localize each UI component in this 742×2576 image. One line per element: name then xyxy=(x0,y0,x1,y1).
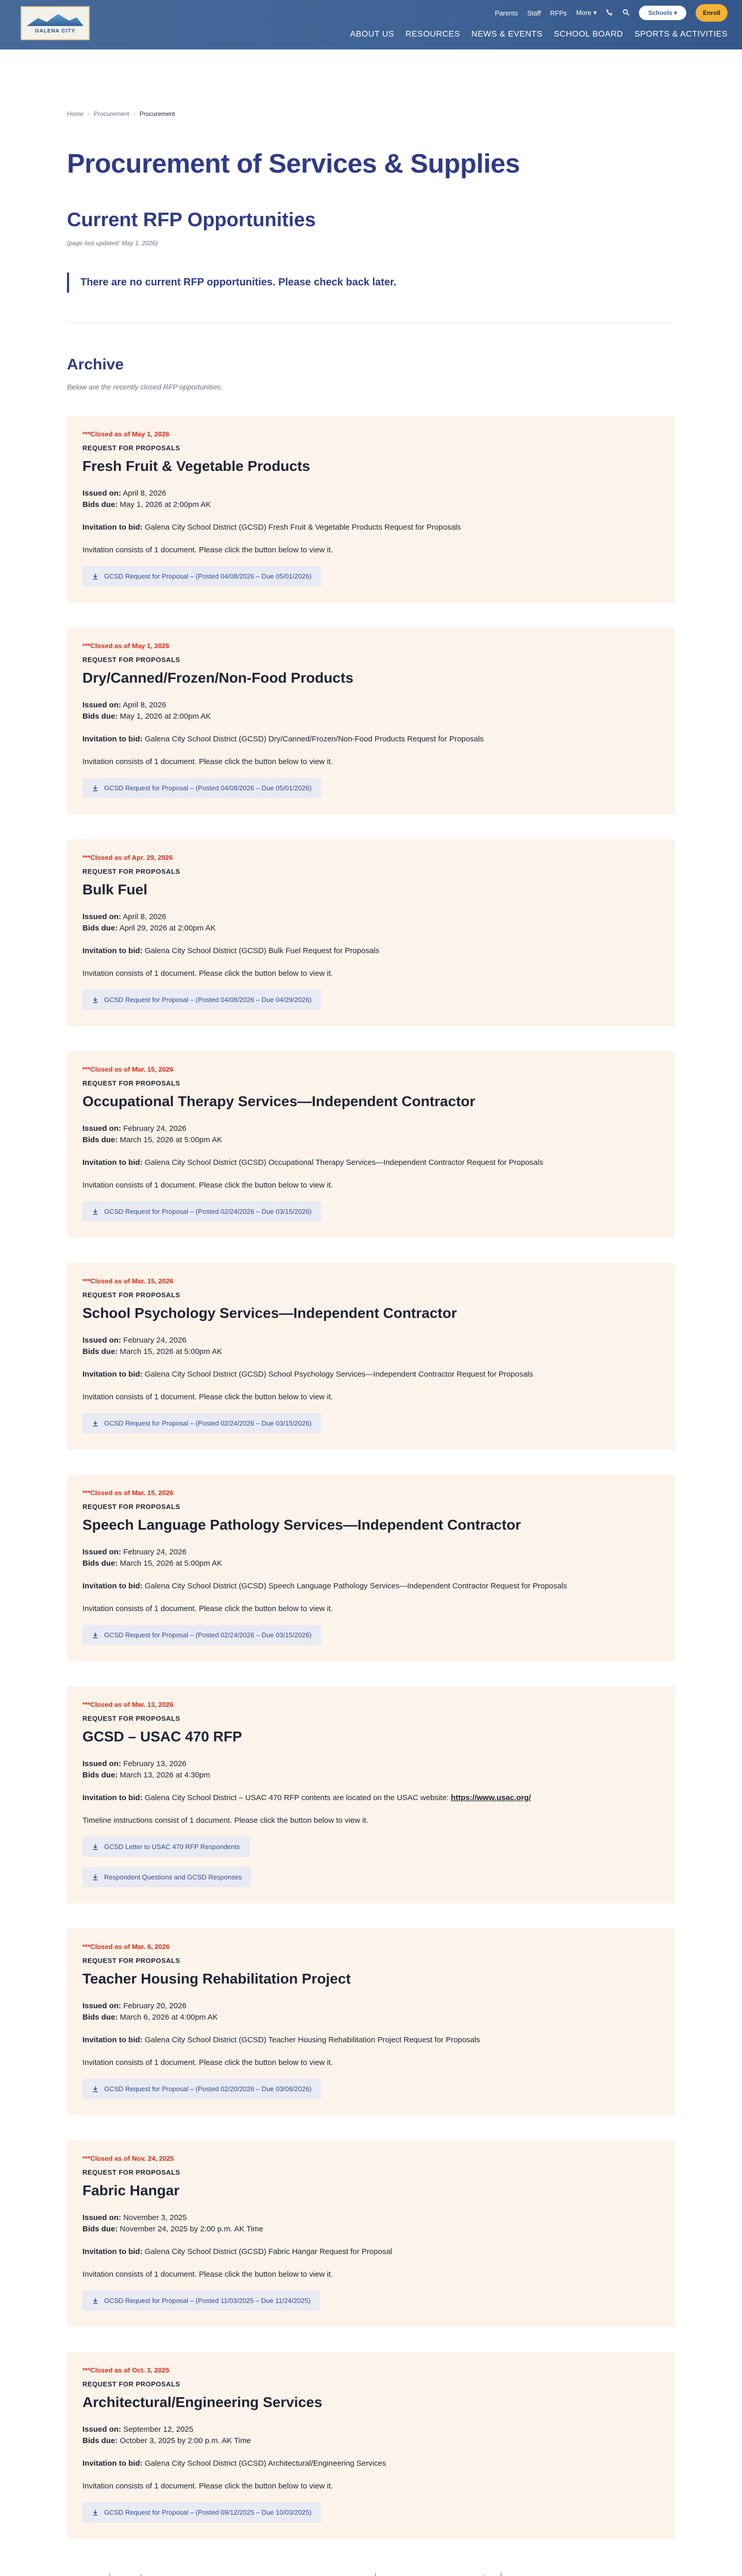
due-label: Bids due: xyxy=(82,2013,118,2022)
document-buttons xyxy=(82,556,660,586)
download-icon xyxy=(92,1632,99,1639)
closed-notice: ***Closed as of May 1, 2026 xyxy=(82,430,170,438)
issued-value: April 8, 2026 xyxy=(123,489,166,498)
rfp-dates xyxy=(82,911,660,934)
nav-about-us[interactable]: ABOUT US xyxy=(350,30,394,39)
rfp-dates xyxy=(82,700,660,722)
document-count: Invitation consists of 1 document. Please click the button below to view it. xyxy=(82,2270,333,2279)
rfp-dates xyxy=(82,488,660,511)
schools-label: Schools xyxy=(648,9,672,16)
issued-on xyxy=(82,911,660,923)
issued-value: November 3, 2025 xyxy=(123,2213,187,2222)
search-icon[interactable] xyxy=(622,9,630,18)
rfp-title: Speech Language Pathology Services—Independent Contractor xyxy=(82,1517,521,1533)
closed-notice: ***Closed as of Mar. 13, 2026 xyxy=(82,1701,174,1708)
rfp-title: Bulk Fuel xyxy=(82,882,148,897)
rfp-type: REQUEST FOR PROPOSALS xyxy=(82,1291,180,1299)
invite-value: Galena City School District – USAC 470 RFP contents are located on the USAC website: xyxy=(144,1793,449,1802)
invite-label: Invitation to bid: xyxy=(82,1158,143,1167)
due-value: October 3, 2025 by 2:00 p.m. AK Time xyxy=(120,2436,251,2445)
issued-value: April 8, 2026 xyxy=(123,912,166,921)
utility-nav xyxy=(495,4,728,22)
issued-label: Issued on: xyxy=(82,912,122,921)
download-document-button[interactable] xyxy=(82,1201,321,1222)
rfp-type: REQUEST FOR PROPOSALS xyxy=(82,1503,180,1511)
tree-shape xyxy=(133,2573,149,2576)
rfp-card xyxy=(67,416,675,603)
rfp-dates xyxy=(82,1547,660,1569)
document-buttons xyxy=(82,979,660,1010)
issued-label: Issued on: xyxy=(82,2425,122,2434)
breadcrumb-procurement[interactable]: Procurement xyxy=(94,110,129,117)
download-icon xyxy=(92,1874,99,1881)
closed-notice: ***Closed as of Mar. 15, 2026 xyxy=(82,1489,174,1497)
rfp-card xyxy=(67,2352,675,2539)
invitation-to-bid xyxy=(82,2246,660,2258)
document-count: Invitation consists of 1 document. Please click the button below to view it. xyxy=(82,1393,333,1401)
rfp-card xyxy=(67,1475,675,1662)
closed-notice: ***Closed as of Mar. 15, 2026 xyxy=(82,1277,174,1285)
download-document-button[interactable] xyxy=(82,1867,251,1887)
download-document-button[interactable] xyxy=(82,2502,321,2522)
rfp-dates xyxy=(82,1123,660,1146)
archive-subtitle: Below are the recently closed RFP opportunities. xyxy=(67,383,223,391)
rfp-title: School Psychology Services—Independent Contractor xyxy=(82,1305,457,1321)
due-label: Bids due: xyxy=(82,1347,118,1356)
issued-on xyxy=(82,1335,660,1346)
issued-label: Issued on: xyxy=(82,1124,122,1133)
nav-school-board[interactable]: SCHOOL BOARD xyxy=(553,30,623,39)
invite-value: Galena City School District (GCSD) School Psychology Services—Independent Contractor Request for Proposals xyxy=(144,1370,533,1379)
invite-label: Invitation to bid: xyxy=(82,2036,143,2044)
more-label: More xyxy=(576,9,592,16)
download-document-button[interactable] xyxy=(82,2291,320,2311)
closed-notice: ***Closed as of Apr. 29, 2026 xyxy=(82,854,173,861)
rfp-dates xyxy=(82,2424,660,2447)
closed-notice: ***Closed as of Mar. 15, 2026 xyxy=(82,1065,174,1073)
logo-text: GALENA CITY xyxy=(35,28,76,34)
due-label: Bids due: xyxy=(82,1771,118,1780)
schools-dropdown-button[interactable]: Schools ▾ xyxy=(639,6,686,20)
rfp-dates xyxy=(82,2001,660,2023)
no-rfp-notice: There are no current RFP opportunities. Please check back later. xyxy=(67,273,675,293)
bids-due xyxy=(82,923,660,934)
download-document-button[interactable] xyxy=(82,778,321,798)
document-buttons xyxy=(82,2069,660,2099)
bids-due xyxy=(82,1346,660,1358)
bids-due xyxy=(82,711,660,722)
tree-shape xyxy=(477,2573,492,2576)
document-button-label: GCSD Request for Proposal – (Posted 02/24/2026 – Due 03/15/2026) xyxy=(104,1631,312,1639)
util-link-staff[interactable]: Staff xyxy=(527,9,541,17)
rfp-card xyxy=(67,1051,675,1238)
rfp-title: GCSD – USAC 470 RFP xyxy=(82,1728,242,1744)
invite-label: Invitation to bid: xyxy=(82,946,143,955)
due-value: March 15, 2026 at 5:00pm AK xyxy=(120,1347,222,1356)
rfp-title: Fresh Fruit & Vegetable Products xyxy=(82,458,310,474)
issued-label: Issued on: xyxy=(82,701,122,709)
main-content xyxy=(0,49,742,2539)
bids-due xyxy=(82,2224,660,2235)
issued-label: Issued on: xyxy=(82,2002,122,2010)
document-buttons xyxy=(82,1403,660,1433)
issued-on xyxy=(82,2424,660,2435)
bids-due xyxy=(82,2012,660,2023)
download-document-button[interactable] xyxy=(82,990,321,1010)
issued-on xyxy=(82,2212,660,2224)
due-label: Bids due: xyxy=(82,712,118,721)
document-button-label: GCSD Request for Proposal – (Posted 02/20/2026 – Due 03/06/2026) xyxy=(104,2085,312,2093)
document-buttons xyxy=(82,1615,660,1645)
download-icon xyxy=(92,573,99,580)
issued-on xyxy=(82,700,660,711)
rfp-type: REQUEST FOR PROPOSALS xyxy=(82,656,180,664)
invitation-to-bid xyxy=(82,522,660,533)
rfp-title: Architectural/Engineering Services xyxy=(82,2394,323,2410)
download-icon xyxy=(92,2297,99,2304)
document-button-label: Respondent Questions and GCSD Responses xyxy=(104,1873,242,1881)
closed-notice: ***Closed as of Oct. 3, 2025 xyxy=(82,2366,170,2374)
download-icon xyxy=(92,1420,99,1427)
issued-value: February 13, 2026 xyxy=(123,1759,187,1768)
issued-on xyxy=(82,1547,660,1558)
breadcrumb-home[interactable]: Home xyxy=(67,110,84,117)
breadcrumb-separator: › xyxy=(133,110,136,117)
rfp-type: REQUEST FOR PROPOSALS xyxy=(82,2168,180,2176)
issued-value: February 20, 2026 xyxy=(123,2002,187,2010)
document-button-label: GCSD Request for Proposal – (Posted 11/03/2025 – Due 11/24/2025) xyxy=(104,2297,311,2304)
due-label: Bids due: xyxy=(82,2225,118,2233)
nav-sports-activities[interactable]: SPORTS & ACTIVITIES xyxy=(634,30,728,39)
issued-value: February 24, 2026 xyxy=(123,1124,187,1133)
mountain-logo-icon xyxy=(27,13,83,26)
invitation-to-bid xyxy=(82,1157,660,1168)
util-link-more[interactable] xyxy=(576,9,597,17)
due-label: Bids due: xyxy=(82,2436,118,2445)
bids-due xyxy=(82,2435,660,2447)
due-label: Bids due: xyxy=(82,1136,118,1144)
due-label: Bids due: xyxy=(82,1559,118,1568)
document-count: Invitation consists of 1 document. Please click the button below to view it. xyxy=(82,1181,333,1190)
current-rfp-title: Current RFP Opportunities xyxy=(67,209,316,231)
site-logo[interactable] xyxy=(21,6,90,40)
issued-label: Issued on: xyxy=(82,489,122,498)
tree-shape xyxy=(104,2571,115,2576)
document-count: Invitation consists of 1 document. Please click the button below to view it. xyxy=(82,546,333,554)
document-buttons xyxy=(82,768,660,798)
invitation-to-bid xyxy=(82,2035,660,2046)
due-value: March 15, 2026 at 5:00pm AK xyxy=(120,1559,222,1568)
invitation-to-bid xyxy=(82,945,660,957)
rfp-type: REQUEST FOR PROPOSALS xyxy=(82,444,180,452)
invite-label: Invitation to bid: xyxy=(82,1793,143,1802)
breadcrumb-separator: › xyxy=(88,110,90,117)
rfp-type: REQUEST FOR PROPOSALS xyxy=(82,1957,180,1964)
download-icon xyxy=(92,1843,99,1851)
issued-value: February 24, 2026 xyxy=(123,1548,187,1556)
document-buttons xyxy=(82,2492,660,2522)
util-link-parents[interactable]: Parents xyxy=(495,9,518,17)
invite-value: Galena City School District (GCSD) Fabric Hangar Request for Proposal xyxy=(144,2247,393,2256)
invite-value: Galena City School District (GCSD) Fresh Fruit & Vegetable Products Request for Proposals xyxy=(144,523,461,532)
document-count: Invitation consists of 1 document. Please click the button below to view it. xyxy=(82,757,333,766)
download-icon xyxy=(92,2086,99,2093)
site-header xyxy=(0,0,742,49)
issued-on xyxy=(82,2001,660,2012)
invite-label: Invitation to bid: xyxy=(82,2459,143,2468)
document-button-label: GCSD Letter to USAC 470 RFP Respondents xyxy=(104,1843,240,1851)
issued-value: April 8, 2026 xyxy=(123,701,166,709)
due-value: April 29, 2026 at 2:00pm AK xyxy=(119,924,216,933)
download-icon xyxy=(92,785,99,792)
archive-list xyxy=(67,416,675,2539)
archive-title: Archive xyxy=(67,356,124,373)
invite-value: Galena City School District (GCSD) Dry/Canned/Frozen/Non-Food Products Request for Proposals xyxy=(144,735,484,743)
download-document-button[interactable] xyxy=(82,1413,321,1433)
due-label: Bids due: xyxy=(82,500,118,509)
last-updated: (page last updated: May 1, 2026) xyxy=(67,240,158,247)
invite-value: Galena City School District (GCSD) Bulk Fuel Request for Proposals xyxy=(144,946,379,955)
document-button-label: GCSD Request for Proposal – (Posted 09/12/2025 – Due 10/03/2025) xyxy=(104,2509,312,2516)
breadcrumb-current: Procurement xyxy=(139,110,175,117)
rfp-title: Dry/Canned/Frozen/Non-Food Products xyxy=(82,670,353,686)
util-link-rfps[interactable]: RFPs xyxy=(550,9,567,17)
invite-value: Galena City School District (GCSD) Occupational Therapy Services—Independent Contractor Request for Proposals xyxy=(144,1158,544,1167)
chevron-down-icon: ▾ xyxy=(593,9,597,16)
issued-label: Issued on: xyxy=(82,2213,122,2222)
issued-label: Issued on: xyxy=(82,1759,122,1768)
rfp-title: Fabric Hangar xyxy=(82,2182,180,2198)
document-button-label: GCSD Request for Proposal – (Posted 04/08/2026 – Due 04/29/2026) xyxy=(104,996,312,1004)
bids-due xyxy=(82,1134,660,1146)
issued-on xyxy=(82,1123,660,1134)
breadcrumb xyxy=(67,49,675,117)
invite-value: Galena City School District (GCSD) Architectural/Engineering Services xyxy=(144,2459,386,2468)
document-count: Invitation consists of 1 document. Please click the button below to view it. xyxy=(82,969,333,978)
download-document-button[interactable] xyxy=(82,2079,321,2099)
download-icon xyxy=(92,1208,99,1215)
rfp-dates xyxy=(82,1335,660,1358)
issued-value: February 24, 2026 xyxy=(123,1336,187,1345)
rfp-card xyxy=(67,2140,675,2327)
rfp-type: REQUEST FOR PROPOSALS xyxy=(82,1715,180,1722)
issued-value: September 12, 2025 xyxy=(123,2425,194,2434)
rfp-dates xyxy=(82,1758,660,1781)
invite-label: Invitation to bid: xyxy=(82,1370,143,1379)
due-value: March 6, 2026 at 4:00pm AK xyxy=(120,2013,218,2022)
document-count: Invitation consists of 1 document. Please click the button below to view it. xyxy=(82,2482,333,2490)
issued-label: Issued on: xyxy=(82,1336,122,1345)
closed-notice: ***Closed as of Mar. 6, 2026 xyxy=(82,1943,170,1951)
bids-due xyxy=(82,499,660,511)
rfp-dates xyxy=(82,2212,660,2235)
due-value: May 1, 2026 at 2:00pm AK xyxy=(120,500,211,509)
invitation-to-bid xyxy=(82,1792,660,1804)
rfp-card xyxy=(67,839,675,1026)
main-nav xyxy=(350,30,728,39)
tree-shape xyxy=(369,2571,382,2576)
invite-value: Galena City School District (GCSD) Speech Language Pathology Services—Independent Contractor Request for Proposals xyxy=(144,1582,567,1590)
nav-news-events[interactable]: NEWS & EVENTS xyxy=(471,30,543,39)
document-button-label: GCSD Request for Proposal – (Posted 02/24/2026 – Due 03/15/2026) xyxy=(104,1419,312,1427)
issued-label: Issued on: xyxy=(82,1548,122,1556)
issued-on xyxy=(82,1758,660,1770)
due-value: May 1, 2026 at 2:00pm AK xyxy=(120,712,211,721)
due-value: March 15, 2026 at 5:00pm AK xyxy=(120,1136,222,1144)
download-icon xyxy=(92,996,99,1004)
invitation-to-bid xyxy=(82,734,660,745)
closed-notice: ***Closed as of May 1, 2026 xyxy=(82,642,170,650)
enroll-button[interactable]: Enroll xyxy=(696,4,728,22)
due-label: Bids due: xyxy=(82,924,118,933)
document-count: Invitation consists of 1 document. Please click the button below to view it. xyxy=(82,2058,333,2067)
rfp-type: REQUEST FOR PROPOSALS xyxy=(82,2380,180,2388)
download-document-button[interactable] xyxy=(82,566,321,586)
document-buttons xyxy=(82,2280,660,2311)
document-count: Timeline instructions consist of 1 document. Please click the button below to view it. xyxy=(82,1816,368,1825)
tree-shape xyxy=(494,2571,508,2576)
document-button-label: GCSD Request for Proposal – (Posted 02/24/2026 – Due 03/15/2026) xyxy=(104,1208,312,1215)
document-button-label: GCSD Request for Proposal – (Posted 04/08/2026 – Due 05/01/2026) xyxy=(104,784,312,792)
download-document-button[interactable] xyxy=(82,1837,249,1857)
tree-silhouette-icon xyxy=(0,2564,742,2576)
invite-label: Invitation to bid: xyxy=(82,523,143,532)
bids-due xyxy=(82,1770,660,1781)
document-buttons xyxy=(82,1191,660,1222)
download-icon xyxy=(92,2509,99,2516)
document-count: Invitation consists of 1 document. Please click the button below to view it. xyxy=(82,1604,333,1613)
download-document-button[interactable] xyxy=(82,1625,321,1645)
issued-on xyxy=(82,488,660,499)
rfp-type: REQUEST FOR PROPOSALS xyxy=(82,868,180,875)
rfp-title: Occupational Therapy Services—Independent Contractor xyxy=(82,1093,476,1109)
tree-line-banner xyxy=(0,2564,742,2576)
phone-icon[interactable] xyxy=(606,9,613,18)
page-title: Procurement of Services & Supplies xyxy=(67,149,520,179)
nav-resources[interactable]: RESOURCES xyxy=(405,30,460,39)
rfp-card xyxy=(67,1928,675,2115)
due-value: November 24, 2025 by 2:00 p.m. AK Time xyxy=(120,2225,263,2233)
document-button-label: GCSD Request for Proposal – (Posted 04/08/2026 – Due 05/01/2026) xyxy=(104,572,312,580)
rfp-type: REQUEST FOR PROPOSALS xyxy=(82,1079,180,1087)
due-value: March 13, 2026 at 4:30pm xyxy=(120,1771,210,1780)
rfp-card xyxy=(67,1686,675,1904)
invitation-to-bid xyxy=(82,1369,660,1380)
invitation-to-bid xyxy=(82,2458,660,2469)
invitation-to-bid xyxy=(82,1581,660,1592)
invite-label: Invitation to bid: xyxy=(82,1582,143,1590)
closed-notice: ***Closed as of Nov. 24, 2025 xyxy=(82,2155,174,2162)
document-buttons xyxy=(82,1826,660,1887)
rfp-card xyxy=(67,628,675,815)
invite-label: Invitation to bid: xyxy=(82,735,143,743)
rfp-title: Teacher Housing Rehabilitation Project xyxy=(82,1971,351,1987)
invite-value: Galena City School District (GCSD) Teacher Housing Rehabilitation Project Request for Proposals xyxy=(144,2036,480,2044)
rfp-card xyxy=(67,1263,675,1450)
bids-due xyxy=(82,1558,660,1569)
usac-link[interactable]: https://www.usac.org/ xyxy=(451,1793,531,1802)
invite-label: Invitation to bid: xyxy=(82,2247,143,2256)
